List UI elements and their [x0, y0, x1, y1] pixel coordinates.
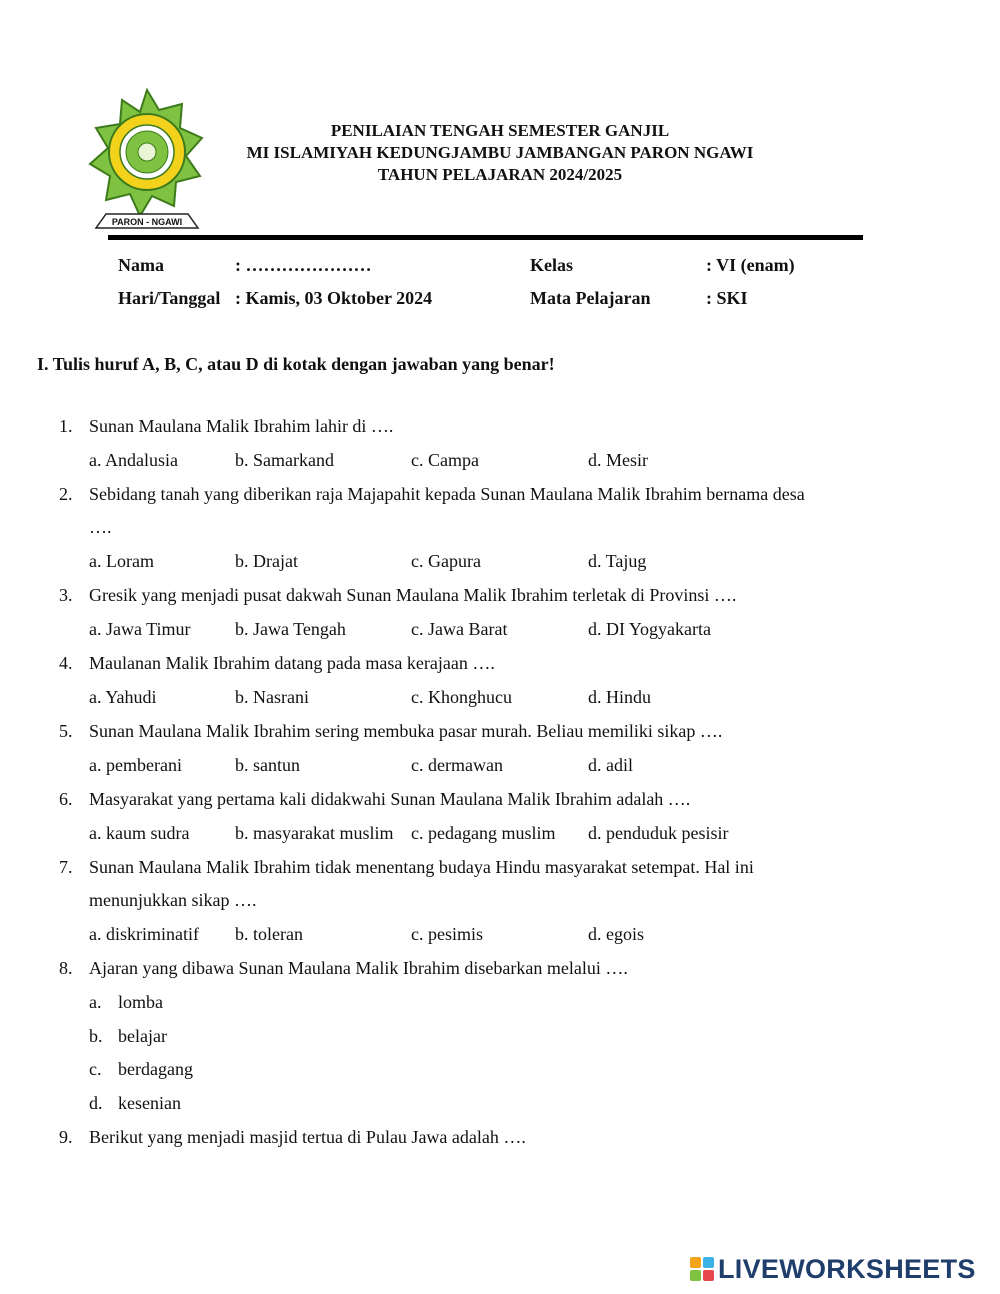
question-number: 9.: [59, 1127, 73, 1147]
option-a[interactable]: a. kaum sudra: [89, 823, 190, 843]
exam-title: PENILAIAN TENGAH SEMESTER GANJIL: [330, 121, 670, 140]
brand-text: LIVEWORKSHEETS: [718, 1253, 976, 1284]
question-text: Sunan Maulana Malik Ibrahim sering membuka pasar murah. Beliau memiliki sikap ….: [89, 721, 723, 741]
question-number: 7.: [59, 857, 73, 877]
instruction: I. Tulis huruf A, B, C, atau D di kotak dengan jawaban yang benar!: [37, 354, 555, 374]
option-c[interactable]: c. Campa: [411, 450, 479, 470]
logo-banner-text: PARON - NGAWI: [111, 217, 183, 227]
option-c[interactable]: c. pedagang muslim: [411, 823, 556, 843]
mapel-value: : SKI: [706, 288, 748, 308]
question-number: 3.: [59, 585, 73, 605]
mapel-label: Mata Pelajaran: [530, 288, 651, 308]
option-d[interactable]: d. penduduk pesisir: [588, 823, 729, 843]
school-name: MI ISLAMIYAH KEDUNGJAMBU JAMBANGAN PARON NGAWI: [246, 143, 754, 162]
nama-label: Nama: [118, 255, 164, 275]
option-b[interactable]: b. Jawa Tengah: [235, 619, 346, 639]
question-text-continued: ….: [89, 517, 112, 537]
option-a[interactable]: a. Andalusia: [89, 450, 178, 470]
tanggal-value: : Kamis, 03 Oktober 2024: [235, 288, 433, 308]
option-c[interactable]: c. Jawa Barat: [411, 619, 508, 639]
option-b[interactable]: b. Samarkand: [235, 450, 334, 470]
option-c[interactable]: berdagang: [118, 1059, 193, 1079]
option-d[interactable]: d. egois: [588, 924, 644, 944]
academic-year: TAHUN PELAJARAN 2024/2025: [377, 165, 623, 184]
liveworksheets-brand: [690, 1252, 976, 1286]
question-text: Sebidang tanah yang diberikan raja Majapahit kepada Sunan Maulana Malik Ibrahim bernama desa: [89, 484, 805, 504]
option-a[interactable]: a. Jawa Timur: [89, 619, 191, 639]
option-a[interactable]: a. Loram: [89, 551, 154, 571]
question-number: 6.: [59, 789, 73, 809]
question-text: Sunan Maulana Malik Ibrahim lahir di ….: [89, 416, 394, 436]
kelas-label: Kelas: [530, 255, 573, 275]
question-number: 4.: [59, 653, 73, 673]
option-a[interactable]: a. diskriminatif: [89, 924, 199, 944]
question-text: Sunan Maulana Malik Ibrahim tidak menentang budaya Hindu masyarakat setempat. Hal ini: [89, 857, 754, 877]
option-d[interactable]: d. Hindu: [588, 687, 651, 707]
option-letter-b: b.: [89, 1026, 103, 1046]
question-text: Maulanan Malik Ibrahim datang pada masa kerajaan ….: [89, 653, 495, 673]
option-d[interactable]: d. Mesir: [588, 450, 648, 470]
nama-value: : …………………: [235, 255, 372, 275]
option-d[interactable]: d. DI Yogyakarta: [588, 619, 711, 639]
question-text: Berikut yang menjadi masjid tertua di Pulau Jawa adalah ….: [89, 1127, 526, 1147]
option-c[interactable]: c. Gapura: [411, 551, 481, 571]
option-d[interactable]: kesenian: [118, 1093, 181, 1113]
question-text-continued: menunjukkan sikap ….: [89, 890, 257, 910]
header-divider: [108, 235, 863, 240]
question-number: 8.: [59, 958, 73, 978]
option-c[interactable]: c. pesimis: [411, 924, 483, 944]
question-text: Ajaran yang dibawa Sunan Maulana Malik Ibrahim disebarkan melalui ….: [89, 958, 628, 978]
option-c[interactable]: c. dermawan: [411, 755, 503, 775]
question-number: 1.: [59, 416, 73, 436]
question-text: Masyarakat yang pertama kali didakwahi Sunan Maulana Malik Ibrahim adalah ….: [89, 789, 691, 809]
question-text: Gresik yang menjadi pusat dakwah Sunan Maulana Malik Ibrahim terletak di Provinsi ….: [89, 585, 737, 605]
liveworksheets-logo-icon: [690, 1257, 714, 1281]
option-b[interactable]: belajar: [118, 1026, 167, 1046]
question-number: 2.: [59, 484, 73, 504]
option-d[interactable]: d. adil: [588, 755, 633, 775]
option-b[interactable]: b. Nasrani: [235, 687, 309, 707]
option-a[interactable]: lomba: [118, 992, 163, 1012]
tanggal-label: Hari/Tanggal: [118, 288, 221, 308]
option-b[interactable]: b. toleran: [235, 924, 303, 944]
kelas-value: : VI (enam): [706, 255, 795, 275]
option-a[interactable]: a. Yahudi: [89, 687, 157, 707]
question-number: 5.: [59, 721, 73, 741]
option-d[interactable]: d. Tajug: [588, 551, 647, 571]
option-c[interactable]: c. Khonghucu: [411, 687, 512, 707]
option-letter-a: a.: [89, 992, 102, 1012]
option-letter-c: c.: [89, 1059, 102, 1079]
option-letter-d: d.: [89, 1093, 103, 1113]
option-b[interactable]: b. Drajat: [235, 551, 298, 571]
option-b[interactable]: b. masyarakat muslim: [235, 823, 394, 843]
option-a[interactable]: a. pemberani: [89, 755, 182, 775]
option-b[interactable]: b. santun: [235, 755, 300, 775]
